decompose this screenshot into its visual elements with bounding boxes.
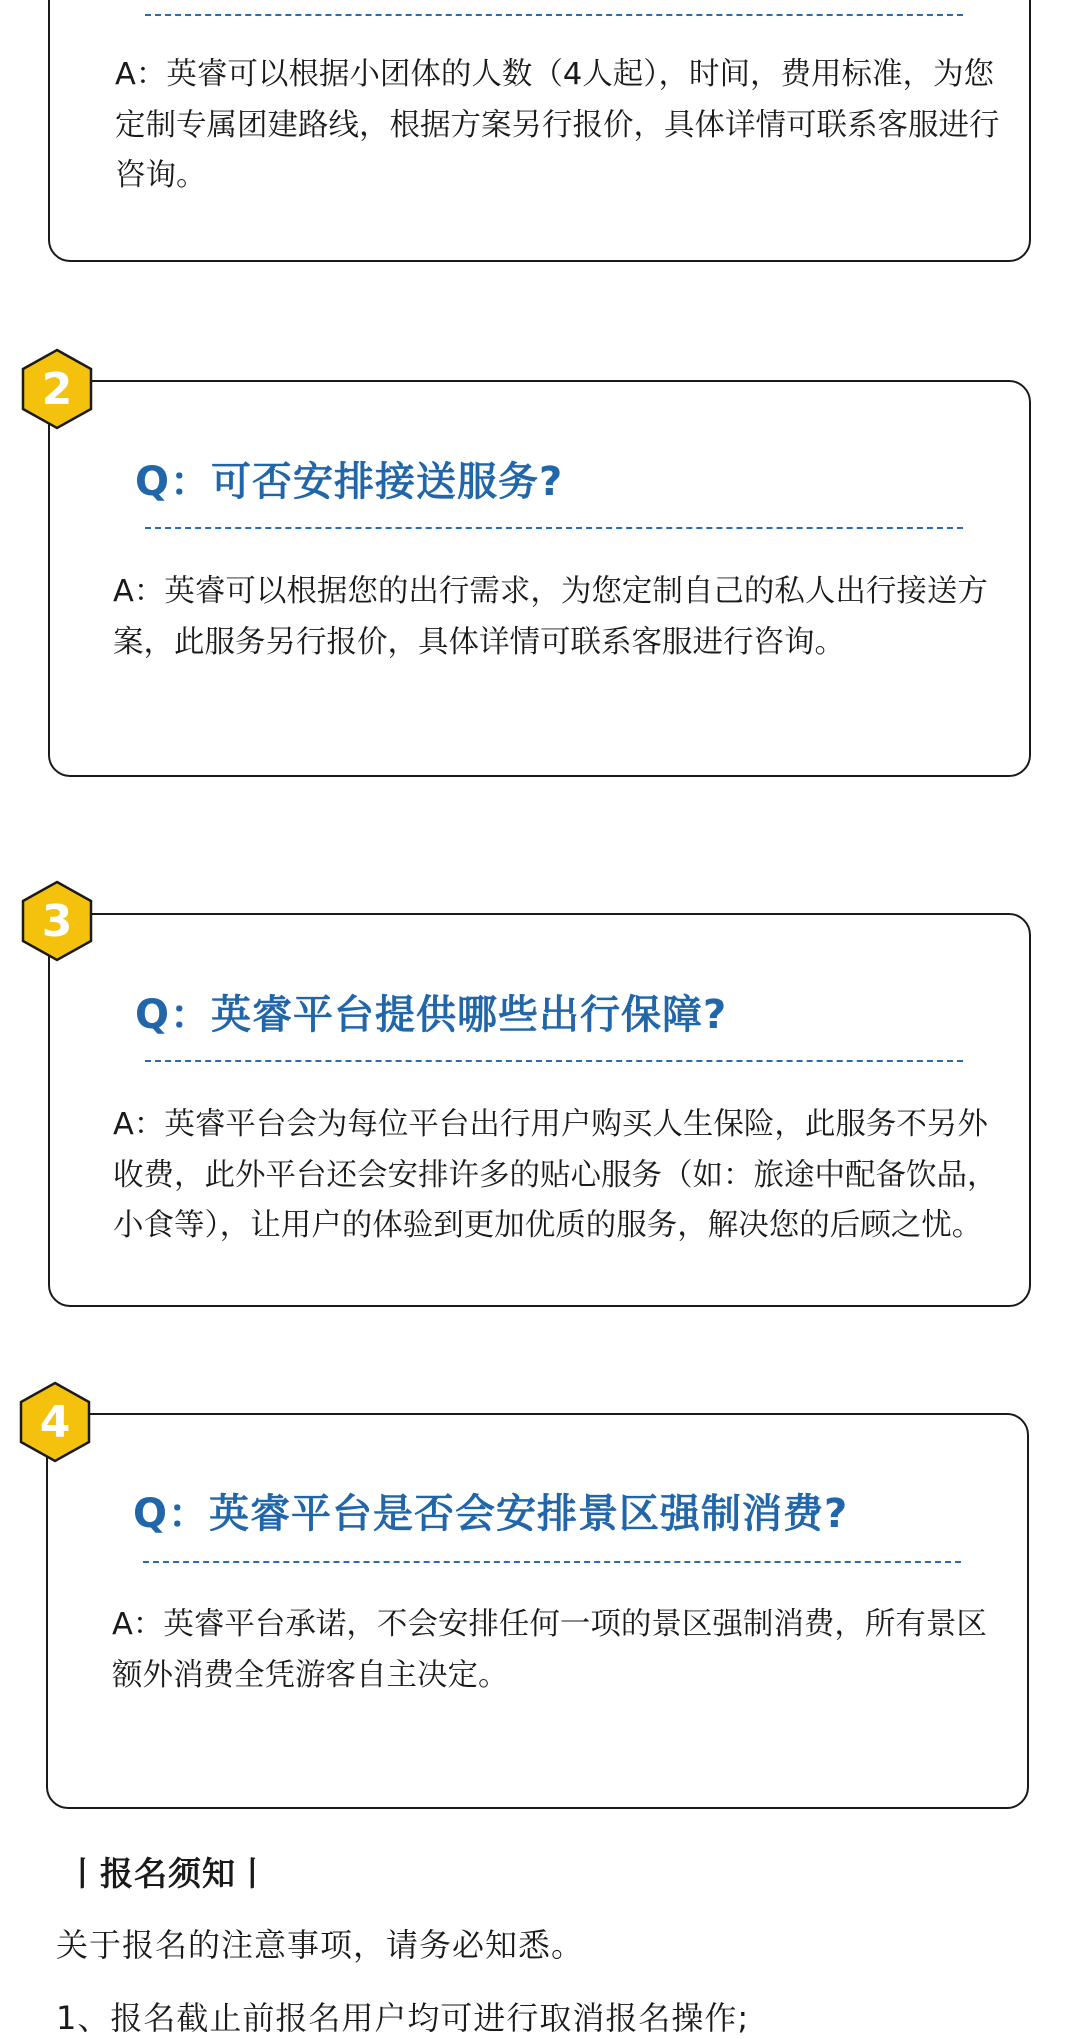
faq-card-3: [48, 913, 1031, 1307]
notice-intro: 关于报名的注意事项，请务必知悉。: [56, 1926, 585, 1964]
faq-card-4: [46, 1413, 1029, 1809]
faq-answer: A：英睿可以根据您的出行需求，为您定制自己的私人出行接送方案，此服务另行报价，具体详情可联系客服进行咨询。: [113, 574, 988, 660]
number-badge-icon: [21, 348, 93, 430]
dashed-divider: [143, 1561, 961, 1563]
faq-question: Q：可否安排接送服务?: [135, 459, 564, 505]
badge-number: 3: [41, 895, 73, 947]
number-badge-icon: [21, 880, 93, 962]
badge-number: 4: [39, 1396, 71, 1448]
notice-heading: 丨报名须知丨: [66, 1854, 270, 1893]
dashed-divider: [145, 1060, 963, 1062]
faq-card-1: [48, 0, 1031, 262]
dashed-divider: [145, 527, 963, 529]
faq-question: Q：英睿平台提供哪些出行保障?: [135, 992, 728, 1038]
faq-question: Q：英睿平台是否会安排景区强制消费?: [133, 1491, 849, 1537]
badge-number: 2: [41, 363, 73, 415]
dashed-divider: [145, 14, 963, 16]
faq-answer: A：英睿可以根据小团体的人数（4人起），时间，费用标准，为您定制专属团建路线，根据方案另行报价，具体详情可联系客服进行咨询。: [115, 57, 1000, 193]
faq-answer: A：英睿平台会为每位平台出行用户购买人生保险，此服务不另外收费，此外平台还会安排许多的贴心服务（如：旅途中配备饮品，小食等），让用户的体验到更加优质的服务，解决您的后顾之忧。: [113, 1107, 998, 1243]
number-badge-icon: [19, 1381, 91, 1463]
faq-card-2: [48, 380, 1031, 777]
faq-answer: A：英睿平台承诺，不会安排任何一项的景区强制消费，所有景区额外消费全凭游客自主决定。: [112, 1607, 987, 1693]
notice-item: 1、报名截止前报名用户均可进行取消报名操作;: [56, 1999, 750, 2037]
